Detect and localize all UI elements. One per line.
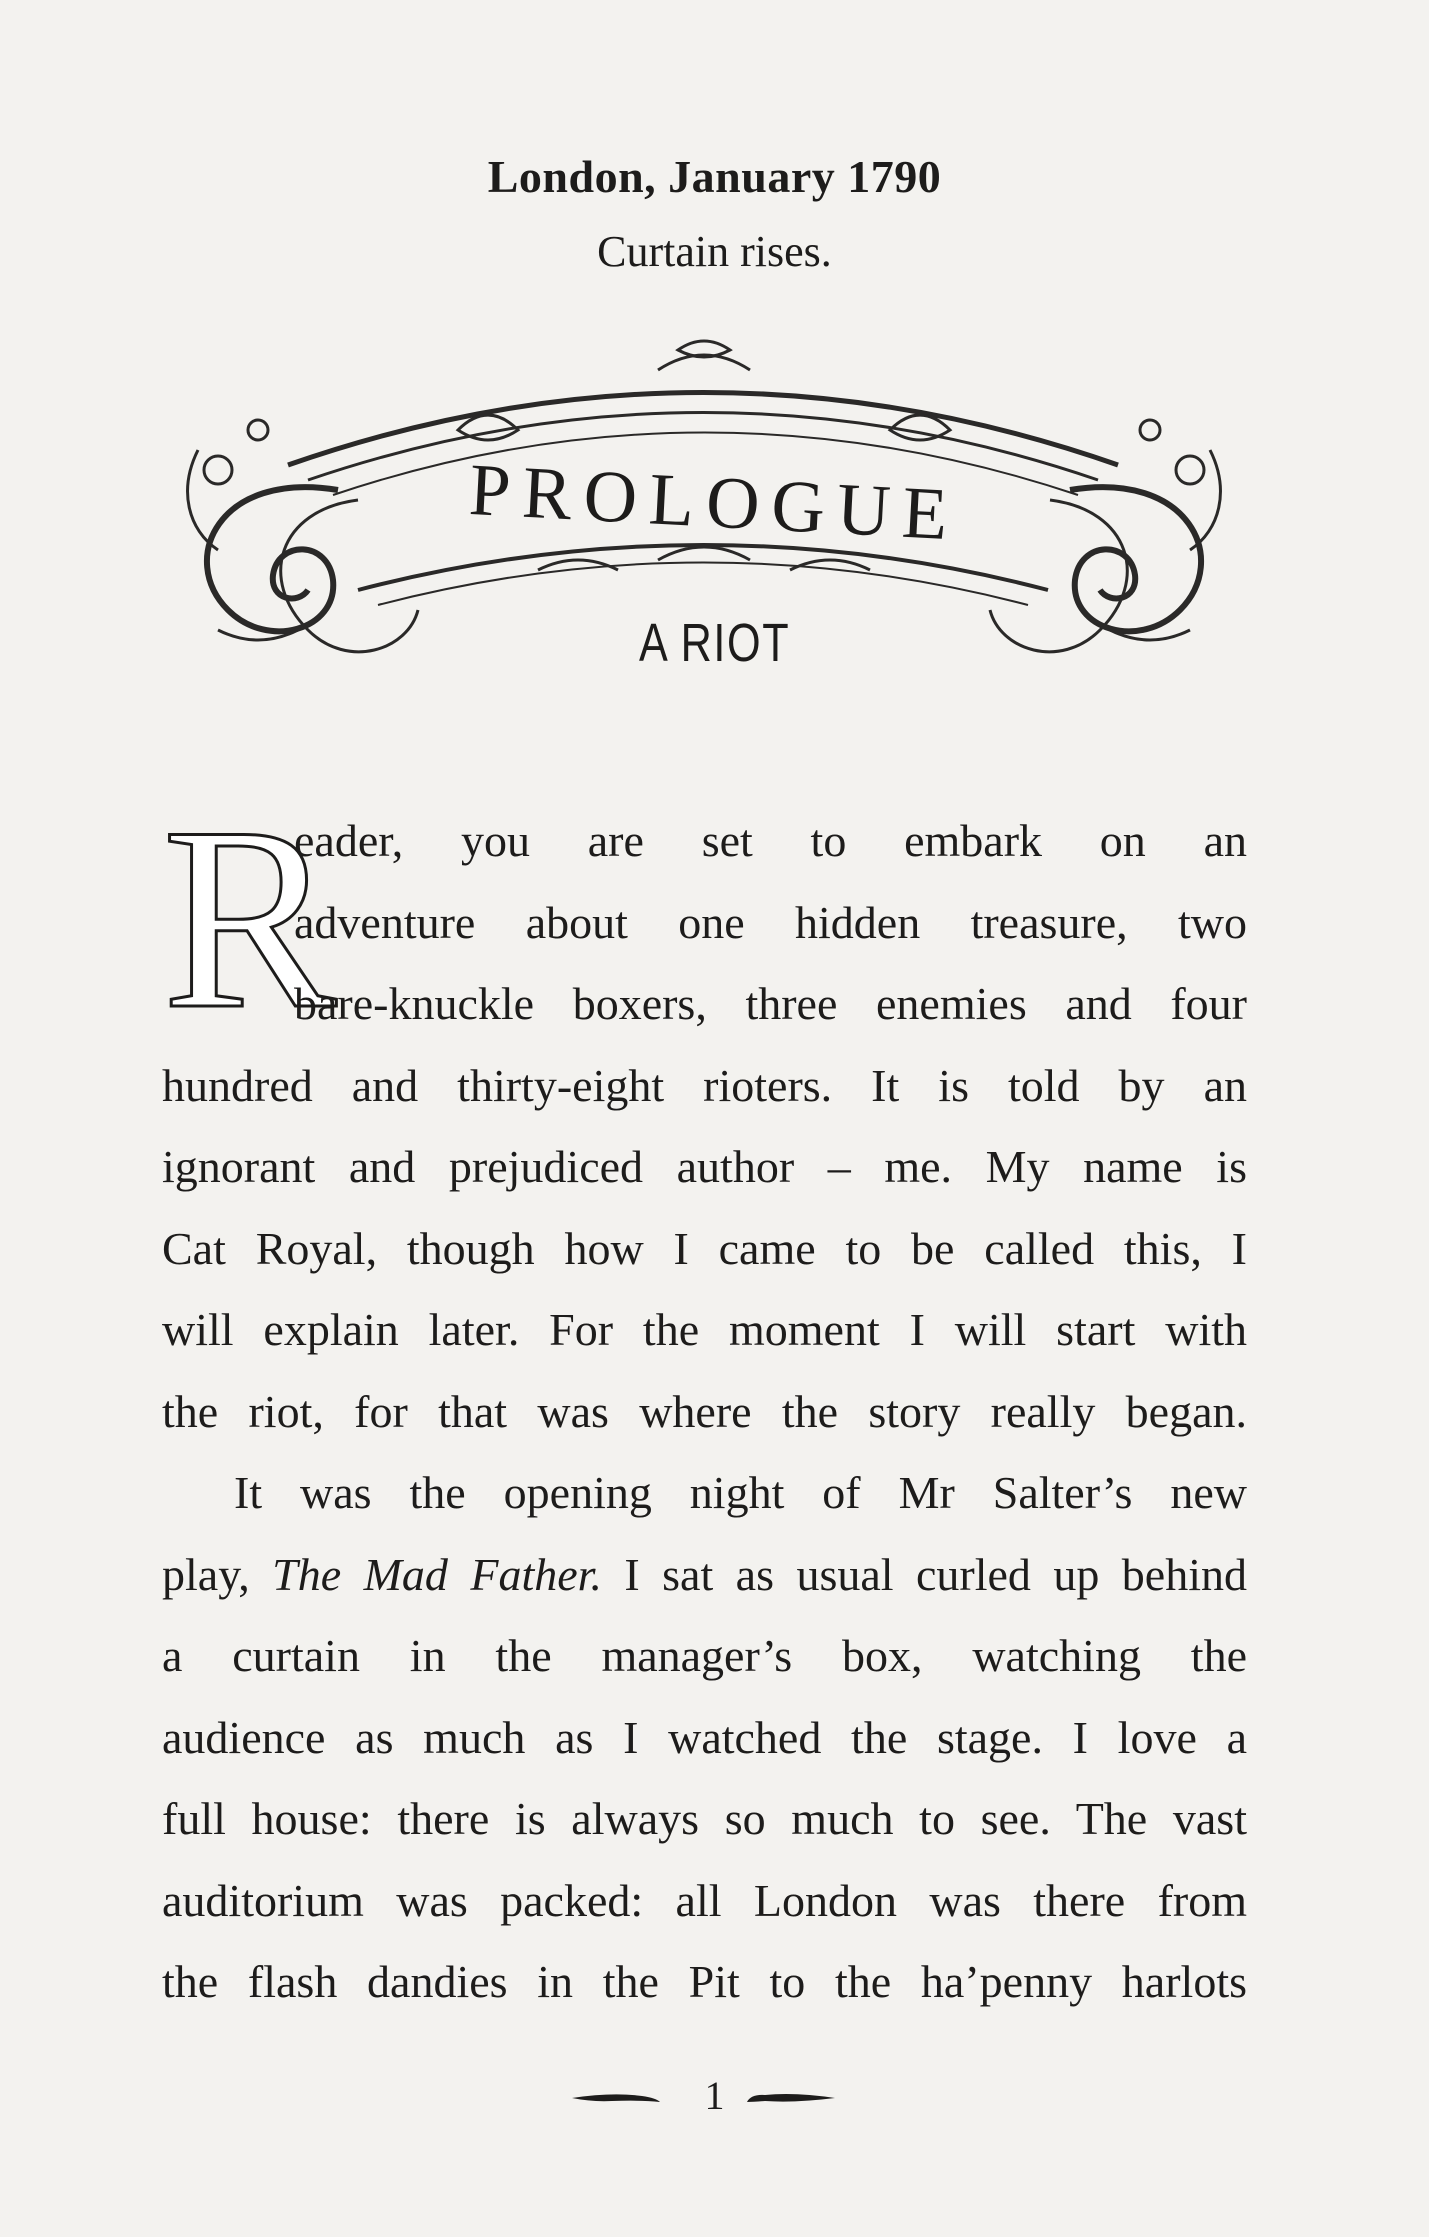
play-title: The Mad Father. xyxy=(272,1548,602,1600)
text-fragment: I sat as usual curled up behind xyxy=(601,1548,1247,1600)
text-line: Cat Royal, though how I came to be called this, I xyxy=(162,1222,1247,1274)
text-line: audience as much as I watched the stage. I love a xyxy=(162,1711,1247,1763)
text-line: ignorant and prejudiced author – me. My name is xyxy=(162,1141,1247,1192)
text-line: eader, you are set to embark on an xyxy=(294,815,1247,866)
chapter-title: A RIOT xyxy=(638,613,791,673)
stage-direction: Curtain rises. xyxy=(597,227,832,276)
text-line: auditorium was packed: all London was there from xyxy=(162,1874,1247,1926)
text-line: will explain later. For the moment I will start with xyxy=(162,1304,1247,1355)
right-flourish-icon xyxy=(745,2090,835,2106)
text-line: bare-knuckle boxers, three enemies and four xyxy=(294,978,1247,1029)
page-footer xyxy=(0,2072,1429,2122)
text-line xyxy=(162,1534,1247,1616)
place-date-heading: London, January 1790 xyxy=(487,151,942,202)
text-line: It was the opening night of Mr Salter’s new xyxy=(234,1467,1247,1518)
drop-cap-letter: R xyxy=(162,773,337,1063)
text-line: adventure about one hidden treasure, two xyxy=(294,896,1247,948)
body-text xyxy=(162,800,1247,2023)
chapter-label: PROLOGUE xyxy=(467,448,962,557)
text-line: a curtain in the manager’s box, watching the xyxy=(162,1630,1247,1681)
text-fragment: play, xyxy=(162,1548,273,1600)
page-number: 1 xyxy=(704,2073,725,2118)
text-line: full house: there is always so much to see. The vast xyxy=(162,1793,1247,1844)
text-line: hundred and thirty-eight rioters. It is told by an xyxy=(162,1059,1247,1111)
text-line: the riot, for that was where the story really began. xyxy=(162,1385,1247,1437)
text-line: the flash dandies in the Pit to the ha’penny harlots xyxy=(162,1956,1247,2007)
